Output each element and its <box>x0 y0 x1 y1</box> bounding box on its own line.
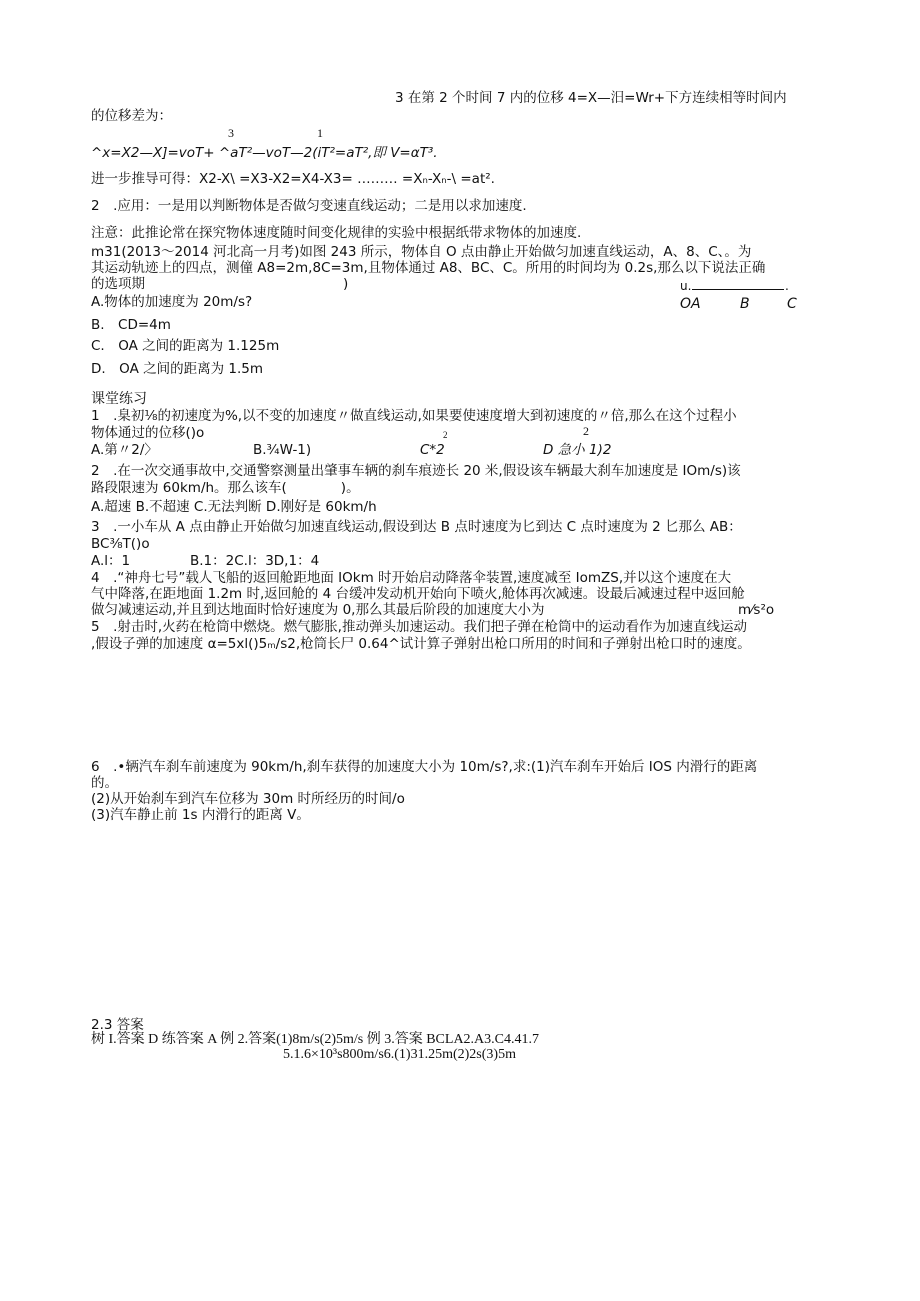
example-answer-paren: ) <box>343 276 349 292</box>
q6-line-2: 的。 <box>91 775 118 791</box>
figure-top-mark: u. <box>680 279 692 293</box>
q3-option-a: A.l：1 <box>91 553 131 569</box>
figure-track-line <box>692 289 784 290</box>
q5-line-2: ,假设子弹的加速度 α=5xl()5ₘ/s2,枪筒长尸 0.64^试计算子弹射出枪口所用的时间和子弹射出枪口时的速度。 <box>91 636 751 652</box>
practice-title: 课堂练习 <box>91 391 147 407</box>
example-line-3: 的选项期 <box>91 276 145 292</box>
attention-note: 注意：此推论常在探究物体速度随时间变化规律的实验中根据纸带求物体的加速度. <box>91 225 582 241</box>
q3-options-rest: B.1：2C.l：3D,1：4 <box>190 553 320 569</box>
q6-line-4: (3)汽车静止前 1s 内滑行的距离 V。 <box>91 807 310 823</box>
formula-derivation: 进一步推导可得：X2-X\ =X3-X2=X4-X3= ……… =Xₙ-Xₙ-\ =at². <box>91 171 495 187</box>
intro-line-2: 的位移差为： <box>91 108 172 124</box>
example-option-b: B. CD=4m <box>91 317 171 333</box>
q3-line-1: 3 .一小车从 A 点由静止开始做匀加速直线运动,假设到达 B 点时速度为匕到达 C 点时速度为 2 匕那么 AB： <box>91 519 742 535</box>
figure-end-dot: . <box>785 279 789 293</box>
q1-line-1: 1 .臬初⅛的初速度为%,以不变的加速度〃做直线运动,如果要使速度增大到初速度的〃倍,那么在这个过程小 <box>91 408 737 424</box>
example-option-c: C. OA 之间的距离为 1.125m <box>91 338 280 354</box>
q2-options: A.超速 B.不超速 C.无法判断 D.刚好是 60km/h <box>91 499 377 515</box>
formula-superscript-left: 3 <box>228 126 234 140</box>
q1-option-d: D 急小 1)2 <box>543 442 612 458</box>
q1-superscript-d: 2 <box>583 424 589 438</box>
q1-option-a: A.第〃2/〉 <box>91 442 158 458</box>
q2-line-2: 路段限速为 60km/h。那么该车( )。 <box>91 480 360 496</box>
q1-option-b: B.¾W-1) <box>253 442 312 458</box>
example-option-a: A.物体的加速度为 20m/s? <box>91 294 253 310</box>
figure-label-oa: OA <box>680 296 701 312</box>
example-line-2: 其运动轨迹上的四点，测僮 A8=2m,8C=3m,且物体通过 A8、BC、C。所用的时间均为 0.2s,那么以下说法正确 <box>91 260 766 276</box>
q1-line-2: 物体通过的位移()o <box>91 425 205 441</box>
example-line-1: m31(2013〜2014 河北高一月考)如图 243 所示，物体自 O 点由静止开始做匀加速直线运动，A、8、C、。为 <box>91 244 752 260</box>
answers-line-2: 5.1.6×10³s800m/s6.(1)31.25m(2)2s(3)5m <box>283 1047 516 1062</box>
example-option-d: D. OA 之间的距离为 1.5m <box>91 361 264 377</box>
intro-line-1: 3 在第 2 个时间 7 内的位移 4=X—汨=Wr+下方连续相等时间内 <box>395 90 787 106</box>
formula-superscript-right: 1 <box>317 126 323 140</box>
figure-label-b: B <box>740 296 750 312</box>
q1-option-c: C*2 <box>420 442 445 458</box>
figure-label-c: C <box>787 296 797 312</box>
application-note: 2 .应用：一是用以判断物体是否做匀变速直线运动；二是用以求加速度. <box>91 198 527 214</box>
q2-line-1: 2 .在一次交通事故中,交通警察测量出肇事车辆的刹车痕迹长 20 米,假设该车辆最大刹车加速度是 IOm/s)该 <box>91 463 741 479</box>
q6-line-3: (2)从开始刹车到汽车位移为 30m 时所经历的时间/o <box>91 791 405 807</box>
q4-unit: m⁄s²o <box>738 602 775 618</box>
q5-line-1: 5 .射击时,火药在枪筒中燃烧。燃气膨胀,推动弹头加速运动。我们把子弹在枪筒中的运动看作为加速直线运动 <box>91 619 747 635</box>
q4-line-3: 做匀减速运动,并且到达地面时恰好速度为 0,那么其最后阶段的加速度大小为 <box>91 602 545 618</box>
q6-line-1: 6 .•辆汽车刹车前速度为 90km/h,刹车获得的加速度大小为 10m/s?,求:(1)汽车刹车开始后 IOS 内滑行的距离 <box>91 759 758 775</box>
q4-line-2: 气中降落,在距地面 1.2m 时,返回舱的 4 台缓冲发动机开始向下喷火,舱体再次减速。设最后减速过程中返回舱 <box>91 586 745 602</box>
q1-superscript-c: 2 <box>443 430 448 440</box>
q4-line-1: 4 .“神舟七号”载人飞船的返回舱距地面 IOkm 时开始启动降落伞装置,速度减至 IomZS,并以这个速度在大 <box>91 570 732 586</box>
q3-line-2: BC⅜T()o <box>91 536 150 552</box>
answers-line-1: 树 I.答案 D 练答案 A 例 2.答案(1)8m/s(2)5m/s 例 3.答案 BCLA2.A3.C4.41.7 <box>91 1032 539 1047</box>
formula-displacement-difference: ^x=X2—X]=voT+ ^aT²—voT—2(iT²=aT²,即 V=αT³. <box>91 145 438 161</box>
answers-title: 2.3 答案 <box>91 1017 144 1033</box>
